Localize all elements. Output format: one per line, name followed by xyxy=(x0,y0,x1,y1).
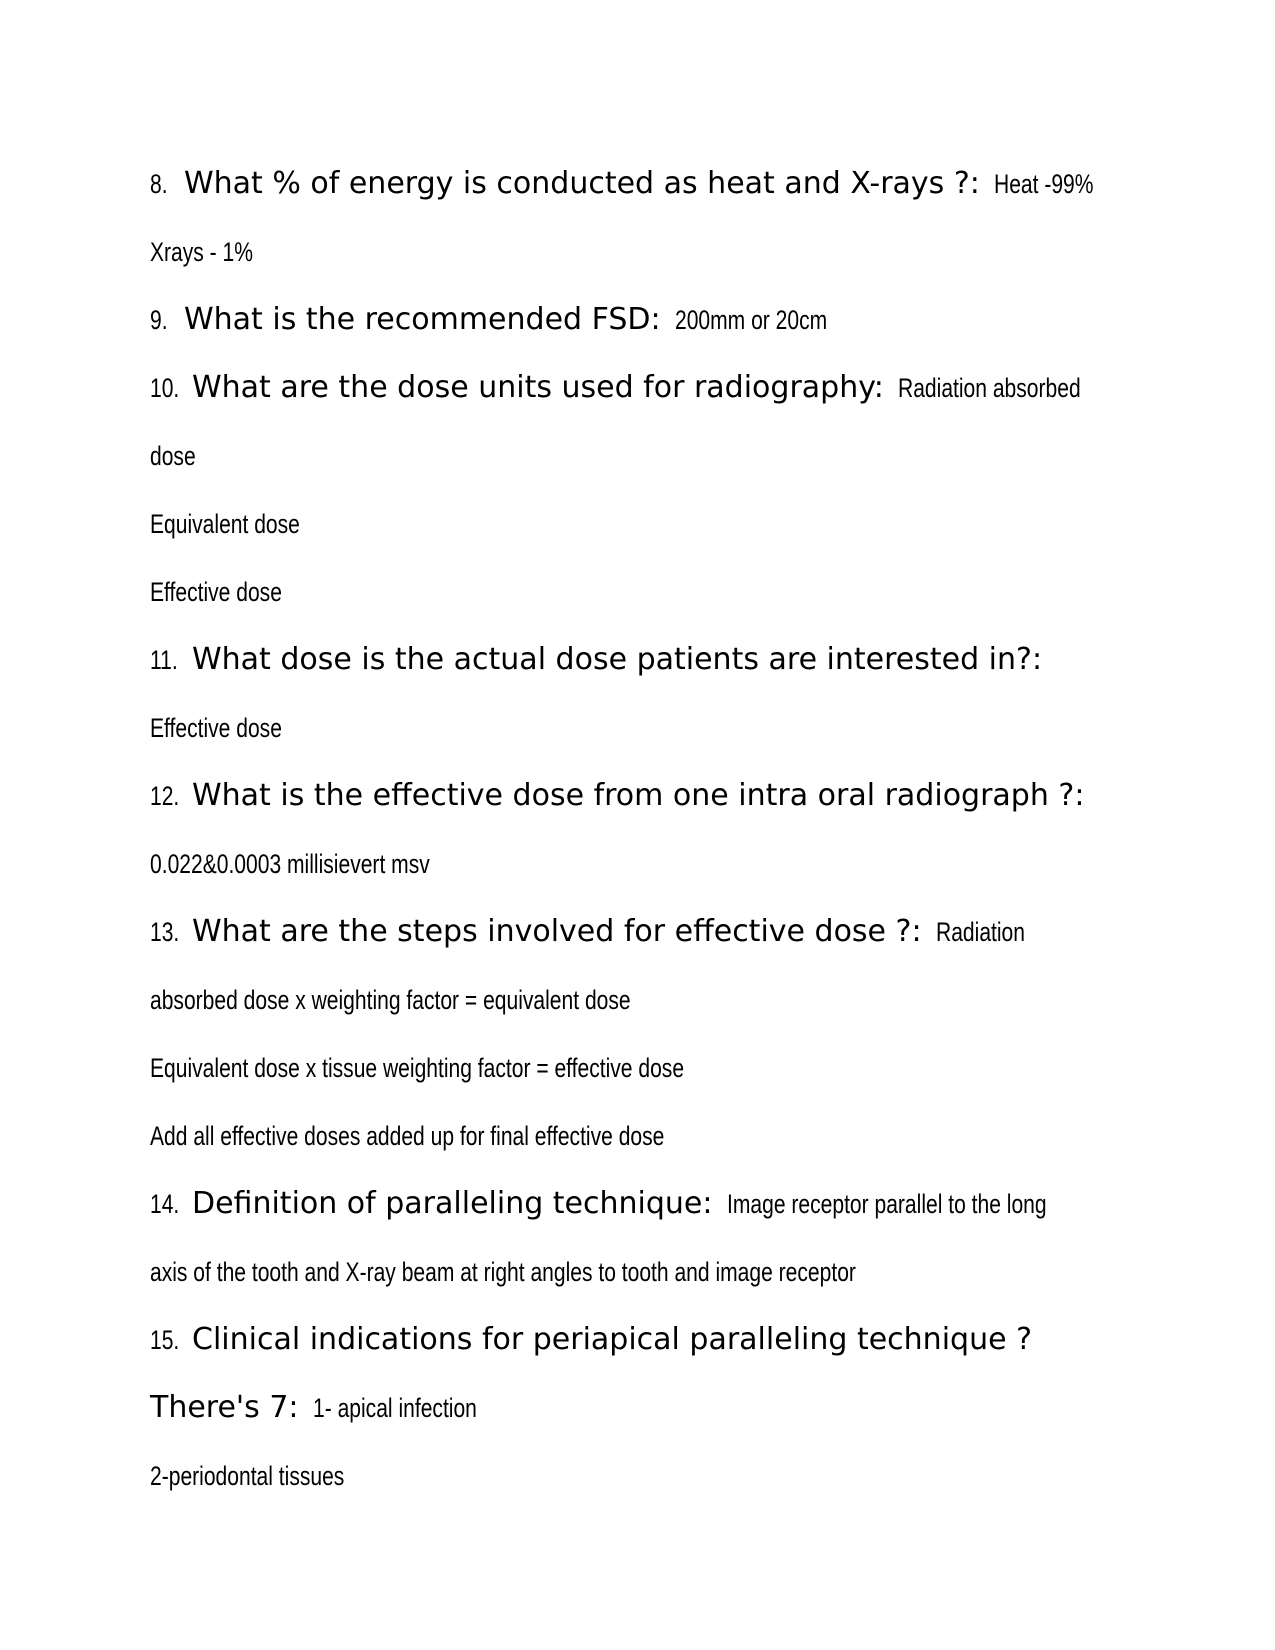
question-8 xyxy=(150,150,1130,218)
answer-line xyxy=(150,490,1130,558)
answer-line xyxy=(150,558,1130,626)
question-number: 9. xyxy=(150,305,168,335)
question-text: There's 7: xyxy=(150,1390,299,1425)
answer-text: Effective dose xyxy=(150,577,282,607)
question-15-continuation xyxy=(150,1374,1130,1442)
answer-text: 200mm or 20cm xyxy=(674,305,827,335)
answer-text: Radiation absorbed xyxy=(897,373,1081,403)
answer-text: Image receptor parallel to the long xyxy=(726,1189,1047,1219)
question-number: 15. xyxy=(150,1325,180,1355)
answer-line xyxy=(150,1442,1130,1510)
answer-line xyxy=(150,694,1130,762)
answer-line xyxy=(150,1034,1130,1102)
question-number: 8. xyxy=(150,169,168,199)
question-text: What is the effective dose from one intra oral radiograph ?: xyxy=(192,778,1085,813)
answer-line xyxy=(150,966,1130,1034)
question-12 xyxy=(150,762,1130,830)
answer-text: 1- apical infection xyxy=(312,1393,477,1423)
answer-text: axis of the tooth and X-ray beam at right angles to tooth and image receptor xyxy=(150,1257,856,1287)
question-text: What is the recommended FSD: xyxy=(184,302,661,337)
answer-line xyxy=(150,830,1130,898)
answer-line xyxy=(150,422,1130,490)
document-page xyxy=(150,150,1130,1510)
answer-line xyxy=(150,218,1130,286)
answer-text: absorbed dose x weighting factor = equivalent dose xyxy=(150,985,631,1015)
question-number: 12. xyxy=(150,781,180,811)
question-9 xyxy=(150,286,1130,354)
answer-text: 2-periodontal tissues xyxy=(150,1461,345,1491)
answer-text: Effective dose xyxy=(150,713,282,743)
answer-text: Equivalent dose xyxy=(150,509,300,539)
question-text: What are the dose units used for radiography: xyxy=(192,370,884,405)
answer-text: Radiation xyxy=(935,917,1025,947)
question-number: 13. xyxy=(150,917,180,947)
question-number: 10. xyxy=(150,373,180,403)
question-13 xyxy=(150,898,1130,966)
question-text: What % of energy is conducted as heat and X-rays ?: xyxy=(184,166,980,201)
question-10 xyxy=(150,354,1130,422)
question-11 xyxy=(150,626,1130,694)
answer-line xyxy=(150,1238,1130,1306)
answer-text: Xrays - 1% xyxy=(150,237,253,267)
question-text: What are the steps involved for effective dose ?: xyxy=(192,914,922,949)
answer-text: Equivalent dose x tissue weighting factor = effective dose xyxy=(150,1053,685,1083)
answer-text: Add all effective doses added up for final effective dose xyxy=(150,1121,665,1151)
question-number: 14. xyxy=(150,1189,180,1219)
question-number: 11. xyxy=(150,645,178,675)
answer-text: 0.022&0.0003 millisievert msv xyxy=(150,849,430,879)
question-14 xyxy=(150,1170,1130,1238)
question-text: What dose is the actual dose patients are interested in?: xyxy=(192,642,1043,677)
question-15 xyxy=(150,1306,1130,1374)
question-text: Definition of paralleling technique: xyxy=(192,1186,713,1221)
answer-text: Heat -99% xyxy=(993,169,1094,199)
answer-text: dose xyxy=(150,441,196,471)
answer-line xyxy=(150,1102,1130,1170)
question-text: Clinical indications for periapical paralleling technique ? xyxy=(192,1322,1032,1357)
